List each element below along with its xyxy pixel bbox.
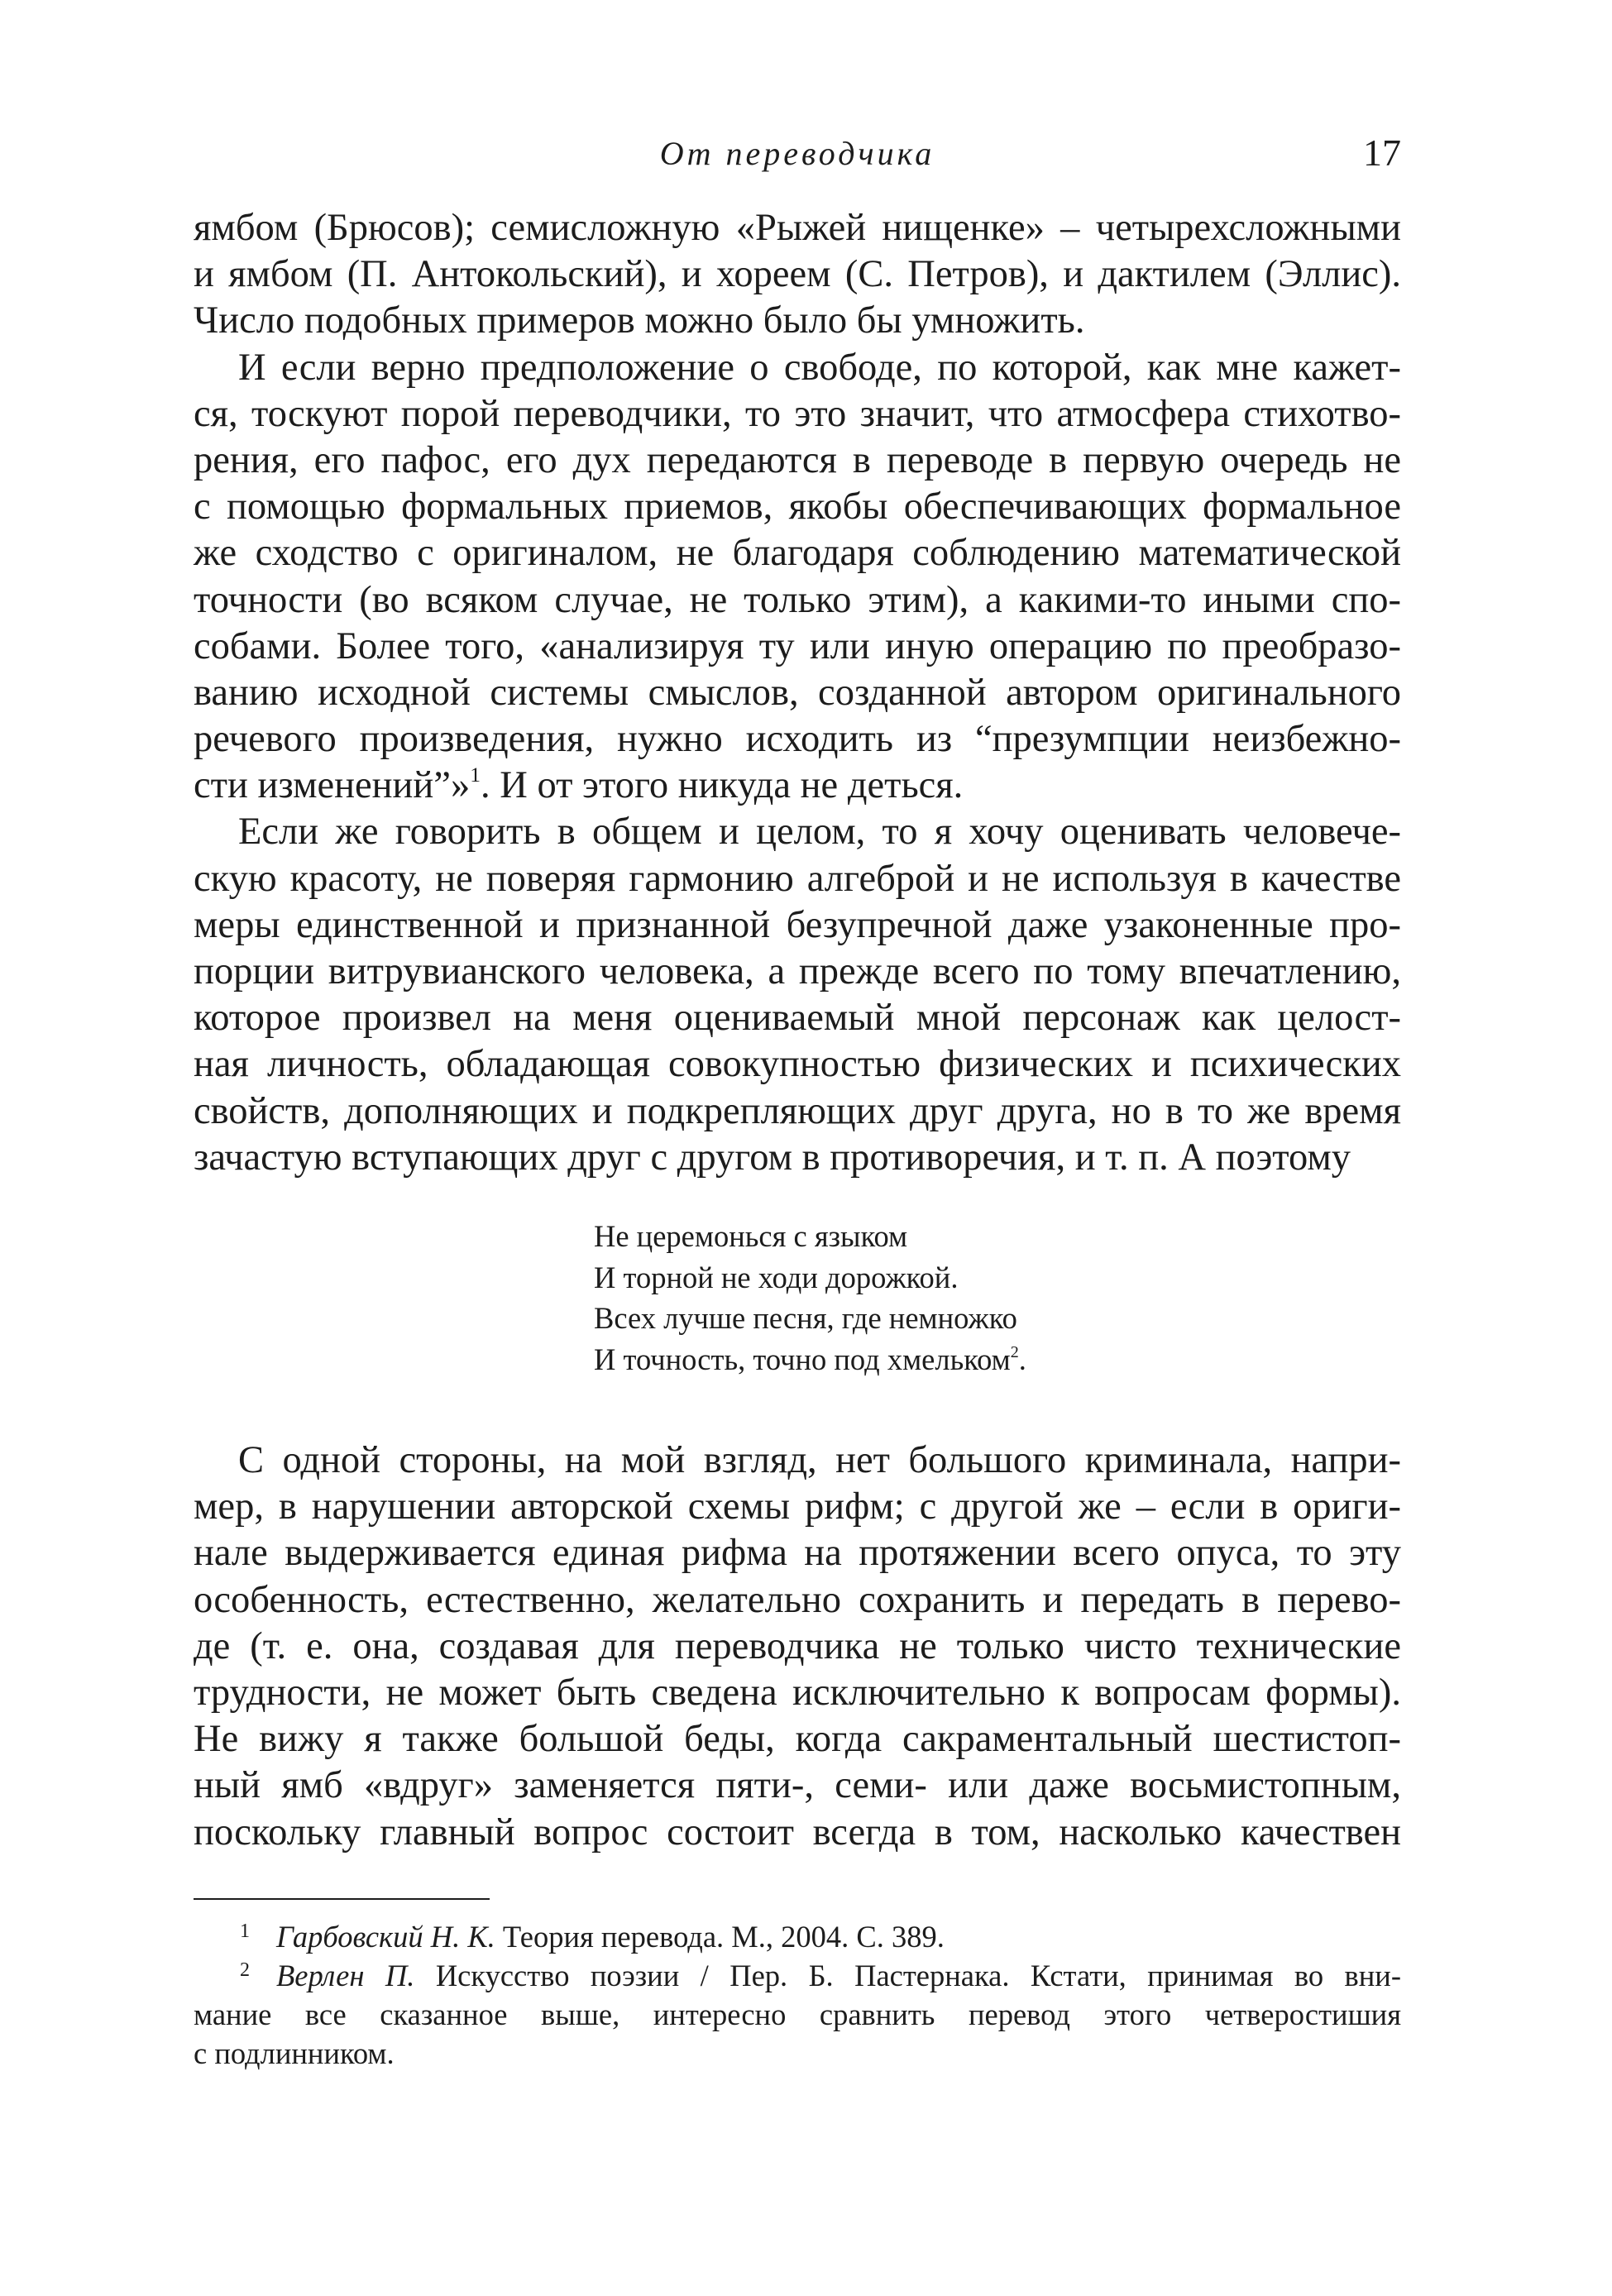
text-line: порции витрувианского человека, а прежде всего по тому впечатлению,: [194, 950, 1401, 993]
footnotes: [194, 1917, 1401, 2073]
text-line: Число подобных примеров можно было бы умножить.: [194, 299, 1085, 342]
text-line: Если же говорить в общем и целом, то я хочу оценивать человече-: [238, 811, 1401, 854]
footnote-ref-2[interactable]: 2: [1010, 1342, 1019, 1361]
text-line: точности (во всяком случае, не только этим), а какими-то иными спо-: [194, 578, 1401, 621]
footnote-divider: [194, 1898, 490, 1900]
footnote-text: Теория перевода. М., 2004. С. 389.: [502, 1920, 945, 1954]
footnote-author: Гарбовский Н. К.: [276, 1920, 495, 1954]
poem-line: Не церемонься с языком: [594, 1219, 908, 1253]
text-line: И если верно предположение о свободе, по которой, как мне кажет-: [238, 346, 1401, 389]
footnote-text: Искусство поэзии / Пер. Б. Пастернака. Кстати, принимая во вни-: [435, 1959, 1401, 1992]
text-line: скую красоту, не поверяя гармонию алгеброй и не используя в качестве: [194, 857, 1401, 900]
text-fragment: .: [1018, 1342, 1026, 1376]
text-line: С одной стороны, на мой взгляд, нет большого криминала, напри-: [238, 1439, 1401, 1481]
page-number: 17: [1363, 132, 1401, 174]
text-line: свойств, дополняющих и подкрепляющих друг друга, но в то же время: [194, 1089, 1401, 1132]
text-line: поскольку главный вопрос состоит всегда в том, насколько качествен: [194, 1810, 1401, 1854]
poem-line: [594, 1339, 1026, 1380]
text-line: речевого произведения, нужно исходить из “презумпции неизбежно-: [194, 718, 1401, 761]
poem-quote: [594, 1216, 1026, 1380]
text-line: которое произвел на меня оцениваемый мной персонаж как целост-: [194, 997, 1401, 1040]
text-fragment: . И от этого никуда не деться.: [480, 764, 964, 807]
text-line: [194, 763, 1401, 809]
text-line: ямбом (Брюсов); семисложную «Рыжей нищенке» – четырехсложными: [194, 207, 1401, 249]
running-head: [194, 131, 1401, 180]
text-line: особенность, естественно, желательно сохранить и передать в перево-: [194, 1578, 1401, 1621]
text-line: ся, тоскуют порой переводчики, то это значит, что атмосфера стихотво-: [194, 392, 1401, 435]
main-text-lower: [194, 1437, 1401, 1856]
main-text-upper: [194, 205, 1401, 1181]
text-line: с помощью формальных приемов, якобы обеспечивающих формальное: [194, 486, 1401, 529]
text-line: и ямбом (П. Антокольский), и хореем (С. Петров), и дактилем (Эллис).: [194, 253, 1401, 296]
text-line: же сходство с оригиналом, не благодаря соблюдению математической: [194, 532, 1401, 575]
text-line: Не вижу я также большой беды, когда сакраментальный шестистоп-: [194, 1718, 1401, 1761]
text-line: собами. Более того, «анализируя ту или иную операцию по преобразо-: [194, 624, 1401, 667]
text-line: ная личность, обладающая совокупностью физических и психических: [194, 1043, 1401, 1086]
text-line: ный ямб «вдруг» заменяется пяти-, семи- или даже восьмистопным,: [194, 1764, 1401, 1807]
footnote-author: Верлен П.: [276, 1959, 415, 1992]
text-line: трудности, не может быть сведена исключительно к вопросам формы).: [194, 1671, 1401, 1714]
text-line: нале выдерживается единая рифма на протяжении всего опуса, то эту: [194, 1532, 1401, 1575]
text-fragment: И точность, точно под хмельком: [594, 1342, 1011, 1376]
poem-line: И торной не ходи дорожкой.: [594, 1260, 959, 1294]
poem-line: Всех лучше песня, где немножко: [594, 1301, 1017, 1335]
text-line: де (т. е. она, создавая для переводчика не только чисто технические: [194, 1624, 1401, 1667]
text-line: ванию исходной системы смыслов, созданной автором оригинального: [194, 671, 1401, 714]
text-line: меры единственной и признанной безупречной даже узаконенные про-: [194, 903, 1401, 946]
footnote-text-line: мание все сказанное выше, интересно сравнить перевод этого четверостишия: [194, 1997, 1401, 2031]
footnote-text-line: с подлинником.: [194, 2036, 395, 2070]
footnote-ref-1[interactable]: 1: [470, 763, 481, 787]
text-fragment: сти изменений”»: [194, 764, 471, 807]
text-line: зачастую вступающих друг с другом в противоречия, и т. п. А поэтому: [194, 1136, 1351, 1179]
running-title: От переводчика: [659, 135, 935, 172]
footnote-2: 2 Верлен П. Искусство поэзии / Пер. Б. Пастернака. Кстати, принимая во вни-: [240, 1959, 1401, 1992]
footnote-1: 1 Гарбовский Н. К. Теория перевода. М., 2004. С. 389.: [240, 1920, 945, 1954]
text-line: рения, его пафос, его дух передаются в переводе в первую очередь не: [194, 438, 1401, 481]
text-line: мер, в нарушении авторской схемы рифм; с другой же – если в ориги-: [194, 1485, 1401, 1528]
